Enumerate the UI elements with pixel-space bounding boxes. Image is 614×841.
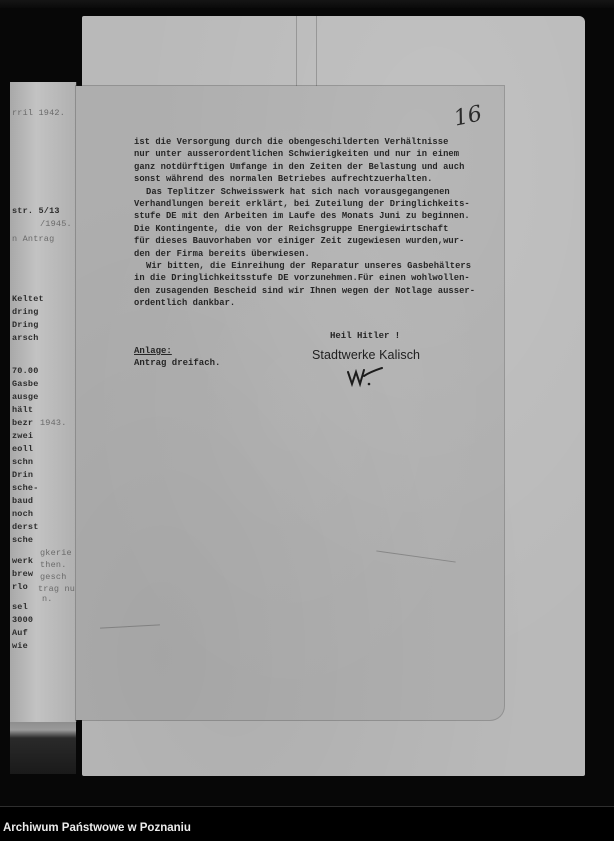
body-line: ist die Versorgung durch die obengeschilderten Verhältnisse	[134, 137, 449, 147]
strip-text: Dring	[12, 320, 39, 330]
strip-text: Keltet	[12, 294, 44, 304]
body-line: Verhandlungen bereit erklärt, bei Zuteilung der Dringlichkeits-	[134, 199, 470, 210]
strip-text: gesch	[40, 572, 67, 582]
closing-salutation: Heil Hitler !	[330, 331, 401, 341]
enclosure-label: Anlage:	[134, 346, 172, 356]
body-line: nur unter ausserordentlichen Schwierigkeiten und nur in einem	[134, 149, 460, 160]
body-line: in die Dringlichkeitsstufe DE vorzunehmen.Für einen wohlwollen-	[134, 273, 470, 284]
strip-text: brew	[12, 569, 34, 579]
strip-text: rril 1942.	[12, 108, 66, 118]
letter-body	[134, 136, 504, 310]
strip-text: rlo	[12, 582, 28, 592]
strip-text: Drin	[12, 470, 34, 480]
strip-text: 3000	[12, 615, 34, 625]
fold-line	[296, 16, 297, 86]
strip-text: Gasbe	[12, 379, 39, 389]
strip-text: wie	[12, 641, 28, 651]
body-line: den zusagenden Bescheid sind wir Ihnen wegen der Notlage ausser-	[134, 285, 476, 296]
strip-text: dring	[12, 307, 39, 317]
signature-mark	[344, 362, 384, 388]
body-line: stufe DE mit den Arbeiten im Laufe des Monats Juni zu beginnen.	[134, 211, 470, 222]
paper-scratch	[100, 624, 160, 628]
strip-text: trag nu	[38, 584, 76, 594]
strip-text: schn	[12, 457, 34, 467]
strip-text: arsch	[12, 333, 39, 343]
body-line: sonst während des normalen Betriebes aufrechtzuerhalten.	[134, 174, 433, 185]
strip-text: noch	[12, 509, 34, 519]
strip-text: sche-	[12, 483, 39, 493]
strip-text: n.	[42, 594, 53, 604]
strip-text: sel	[12, 602, 28, 612]
strip-text: ausge	[12, 392, 39, 402]
body-line: für dieses Bauvorhaben vor einiger Zeit zugewiesen wurden,wur-	[134, 236, 465, 247]
strip-text: str. 5/13	[12, 206, 60, 216]
strip-text: then.	[40, 560, 67, 570]
strip-text: Auf	[12, 628, 28, 638]
strip-text: gkerie	[40, 548, 72, 558]
handwritten-page-number: 16	[451, 101, 485, 132]
body-line: ordentlich dankbar.	[134, 298, 236, 309]
strip-text: hält	[12, 405, 34, 415]
footer-bar	[0, 806, 614, 841]
strip-text: sche	[12, 535, 34, 545]
strip-text: zwei	[12, 431, 34, 441]
strip-text: eoll	[12, 444, 34, 454]
body-line: Die Kontingente, die von der Reichsgruppe Energiewirtschaft	[134, 223, 449, 234]
body-line: Wir bitten, die Einreihung der Reparatur unseres Gasbehälters	[146, 261, 472, 272]
body-line: ganz notdürftigen Umfange in den Zeiten der Belastung und auch	[134, 161, 465, 172]
strip-text: derst	[12, 522, 39, 532]
strip-text: 70.00	[12, 366, 39, 376]
strip-text: n Antrag	[12, 234, 55, 244]
paper-scratch	[376, 550, 455, 562]
film-edge	[0, 0, 614, 8]
body-line: den der Firma bereits überwiesen.	[134, 248, 310, 259]
strip-text: /1945.	[40, 219, 72, 229]
body-line: Das Teplitzer Schweisswerk hat sich nach vorausgegangenen	[146, 186, 450, 197]
strip-text: 1943.	[40, 418, 67, 428]
company-stamp: Stadtwerke Kalisch	[312, 348, 421, 362]
archive-name: Archiwum Państwowe w Poznaniu	[3, 822, 191, 834]
left-underlying-sheet	[10, 82, 77, 722]
enclosure-text: Antrag dreifach.	[134, 358, 221, 368]
strip-text: bezr	[12, 418, 34, 428]
strip-text: werk	[12, 556, 34, 566]
left-sheet-shadow	[10, 722, 76, 774]
fold-line	[316, 16, 317, 86]
letter-page	[76, 86, 504, 720]
strip-text: baud	[12, 496, 34, 506]
